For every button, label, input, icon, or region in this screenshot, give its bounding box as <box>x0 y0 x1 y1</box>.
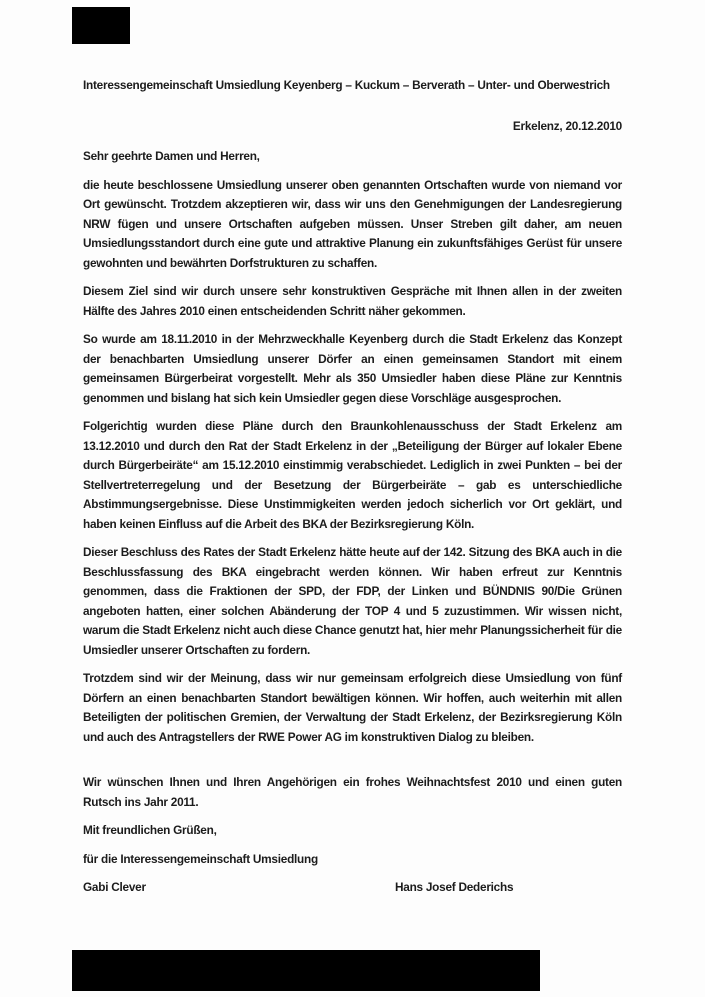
place-and-date: Erkelenz, 20.12.2010 <box>512 118 622 133</box>
on-behalf-line: für die Interessengemeinschaft Umsiedlung <box>83 851 318 866</box>
signature-name-right: Hans Josef Dederichs <box>395 880 514 894</box>
body-paragraph: So wurde am 18.11.2010 in der Mehrzweckhalle Keyenberg durch die Stadt Erkelenz das Konzept der benachbarten Umsiedlung unserer Dörfer an einen gemeinsamen Standort mit einem gemeinsamen Bürgerbeirat vorgestellt. Mehr als 350 Umsiedler haben diese Pläne zur Kenntnis genommen und bislang hat sich kein Umsiedler gegen diese Vorschläge ausgesprochen. <box>83 332 622 405</box>
body-paragraph: Trotzdem sind wir der Meinung, dass wir nur gemeinsam erfolgreich diese Umsiedlung von fünf Dörfern an einen benachbarten Standort bewältigen können. Wir hoffen, auch weiterhin mit allen Beteiligten der politischen Gremien, der Verwaltung der Stadt Erkelenz, der Bezirksregierung Köln und auch des Antragstellers der RWE Power AG im konstruktiven Dialog zu bleiben. <box>83 671 622 744</box>
body-paragraph: Diesem Ziel sind wir durch unsere sehr konstruktiven Gespräche mit Ihnen allen in der zweiten Hälfte des Jahres 2010 einen entscheidenden Schritt näher gekommen. <box>83 284 622 318</box>
redacted-footer-block <box>72 950 540 991</box>
signature-name-left: Gabi Clever <box>83 880 146 894</box>
redacted-letterhead-block <box>72 7 130 44</box>
closing-regards: Mit freundlichen Grüßen, <box>83 823 217 837</box>
signature-row <box>83 878 622 898</box>
letter-body <box>83 176 622 748</box>
body-paragraph: Folgerichtig wurden diese Pläne durch den Braunkohlenausschuss der Stadt Erkelenz am 13.12.2010 und durch den Rat der Stadt Erkelenz in der „Beteiligung der Bürger auf lokaler Ebene durch Bürgerbeiräte“ am 15.12.2010 einstimmig verabschiedet. Lediglich in zwei Punkten – bei der Stellvertreterregelung und der Besetzung der Bürgerbeiräte – gab es unterschiedliche Abstimmungsergebnisse. Diese Unstimmigkeiten werden jedoch sicherlich vor Ort geklärt, und haben keinen Einfluss auf die Arbeit des BKA der Bezirksregierung Köln. <box>83 419 622 531</box>
body-paragraph: Dieser Beschluss des Rates der Stadt Erkelenz hätte heute auf der 142. Sitzung des BKA auch in die Beschlussfassung des BKA eingebracht werden können. Wir haben erfreut zur Kenntnis genommen, dass die Fraktionen der SPD, der FDP, der Linken und BÜNDNIS 90/Die Grünen angeboten hatten, einer solchen Abänderung der TOP 4 und 5 zuzustimmen. Wir wissen nicht, warum die Stadt Erkelenz nicht auch diese Chance genutzt hat, hier mehr Planungssicherheit für die Umsiedler unserer Ortschaften zu fordern. <box>83 545 622 657</box>
closing-wish-paragraph: Wir wünschen Ihnen und Ihren Angehörigen ein frohes Weihnachtsfest 2010 und einen guten Rutsch ins Jahr 2011. <box>83 775 622 809</box>
letter-content <box>83 76 622 898</box>
sender-organization: Interessengemeinschaft Umsiedlung Keyenberg – Kuckum – Berverath – Unter- und Oberwestrich <box>83 78 610 92</box>
salutation: Sehr geehrte Damen und Herren, <box>83 149 260 163</box>
body-paragraph: die heute beschlossene Umsiedlung unserer oben genannten Ortschaften wurde von niemand vor Ort gewünscht. Trotzdem akzeptieren wir, dass wir uns den Genehmigungen der Landesregierung NRW fügen und unsere Ortschaften aufgeben müssen. Unser Streben gilt daher, am neuen Umsiedlungsstandort durch eine gute und attraktive Planung ein zukunftsfähiges Gerüst für unsere gewohnten und bewährten Dorfstrukturen zu schaffen. <box>83 177 622 270</box>
